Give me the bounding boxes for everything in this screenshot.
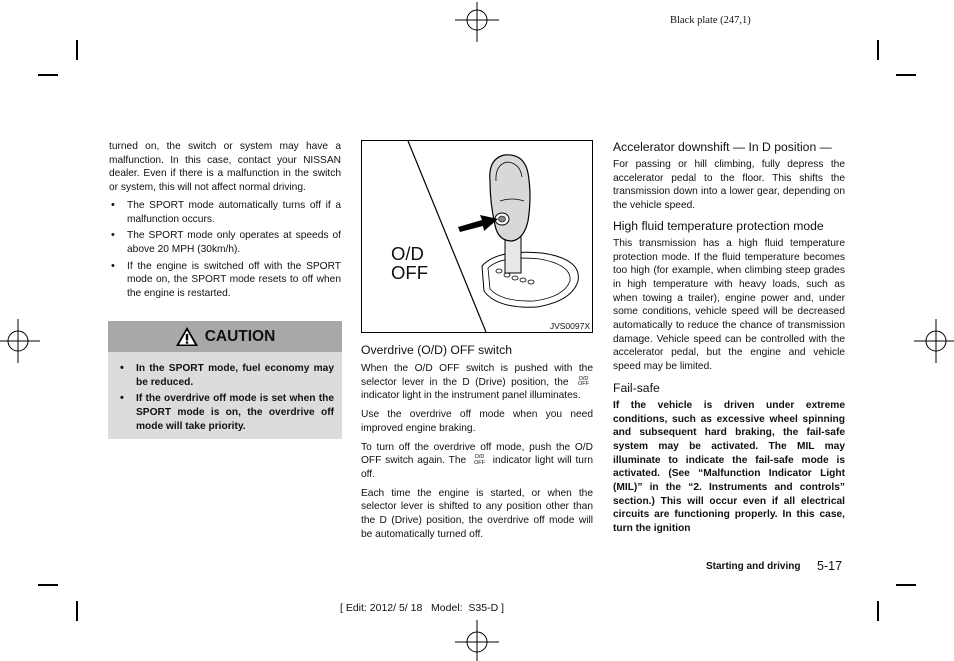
crop-mark (38, 74, 58, 76)
page-number: 5-17 (817, 559, 843, 573)
list-item: • If the overdrive off mode is set when the SPORT mode is on, the overdrive off mode will take priority. (118, 392, 334, 433)
column-1 (109, 140, 341, 304)
intro-paragraph: turned on, the switch or system may have a malfunction. In this case, contact your NISSAN dealer. Even if there is a malfunction in the switch or system, this will not affect normal driving. (109, 141, 341, 194)
figure-label-line: OFF (391, 262, 428, 283)
plate-label: Black plate (247,1) (670, 15, 751, 26)
od-off-paragraph-3 (361, 441, 593, 482)
od-off-heading: Overdrive (O/D) OFF switch (361, 343, 512, 357)
od-off-indicator-icon (470, 455, 489, 466)
fail-safe-heading: Fail-safe (613, 380, 660, 395)
icon-text: OFF (473, 459, 485, 466)
caution-list (118, 362, 334, 434)
sport-mode-bullets (109, 199, 341, 301)
registration-mark-left (0, 316, 40, 366)
od-off-paragraph-1 (361, 362, 593, 403)
od-off-paragraph-2: Use the overdrive off mode when you need improved engine braking. (361, 409, 593, 434)
list-item: • The SPORT mode only operates at speeds of above 20 MPH (30km/h). (109, 229, 341, 256)
list-item: • In the SPORT mode, fuel economy may be reduced. (118, 362, 334, 389)
crop-mark (877, 601, 879, 621)
registration-mark-bottom (452, 620, 502, 661)
crop-mark (896, 584, 916, 586)
section-name: Starting and driving (706, 561, 801, 572)
registration-mark-top (452, 2, 502, 44)
crop-mark (76, 601, 78, 621)
crop-mark (76, 40, 78, 60)
fluid-temperature-heading: High fluid temperature protection mode (613, 218, 824, 233)
list-item: • The SPORT mode automatically turns off if a malfunction occurs. (109, 199, 341, 226)
od-off-switch-figure (361, 140, 593, 333)
crop-mark (896, 74, 916, 76)
column-3 (613, 140, 845, 536)
crop-mark (877, 40, 879, 60)
icon-text: O/D (474, 454, 485, 461)
crop-mark (38, 584, 58, 586)
warning-triangle-icon (175, 326, 199, 347)
fluid-temperature-paragraph: This transmission has a high fluid temperature protection mode. If the fluid temperature becomes too high (for example, when climbing steep grades in high temperature with heavy loads, such as when towing a trailer), engine power and, under some conditions, vehicle speed will be decreased automatically to reduce the chance of transmission damage. Vehicle speed can be controlled with the accelerator pedal, but the engine and vehicle speed may be limited. (613, 237, 845, 373)
figure-label-line: O/D (391, 243, 424, 264)
paragraph-text: When the O/D OFF switch is pushed with the selector lever in the D (Drive) position, the (361, 363, 593, 388)
caution-box (108, 321, 342, 439)
paragraph-text: To turn off the overdrive off mode, push the O/D OFF switch again. The (361, 441, 593, 467)
figure-code: JVS0097X (549, 321, 590, 331)
accelerator-downshift-heading: Accelerator downshift — In D position — (613, 140, 832, 154)
caution-header (108, 321, 342, 352)
icon-text: OFF (577, 381, 589, 388)
list-item: • If the engine is switched off with the SPORT mode on, the SPORT mode resets to off when the engine is restarted. (109, 260, 341, 301)
od-off-paragraph-4: Each time the engine is started, or when the selector lever is shifted to any position other than the D (Drive) position, the overdrive off mode will be automatically turned off. (361, 487, 593, 540)
icon-text: O/D (578, 375, 589, 382)
od-off-indicator-icon (574, 377, 593, 388)
edit-info: [ Edit: 2012/ 5/ 18 Model: S35-D ] (340, 602, 505, 614)
accelerator-downshift-paragraph: For passing or hill climbing, fully depress the accelerator pedal to the floor. This shifts the transmission down into a lower gear, depending on the vehicle speed. (613, 159, 845, 212)
fail-safe-paragraph: If the vehicle is driven under extreme conditions, such as excessive wheel spinning and subsequent hard braking, the fail-safe system may be activated. The MIL may illuminate to indicate the fail-safe mode is activated. (See “Malfunction Indicator Light (MIL)” in the “2. Instruments and controls” section.) This will occur even if all electrical circuits are functioning properly. In this case, turn the ignition (613, 399, 845, 535)
caution-title: CAUTION (204, 327, 276, 345)
paragraph-text: indicator light will turn off. (361, 455, 593, 480)
od-off-figure-label (391, 244, 428, 282)
shift-lever-illustration (362, 141, 592, 332)
paragraph-text: indicator light in the instrument panel illuminates. (361, 390, 581, 402)
registration-mark-right (914, 316, 954, 366)
column-2 (361, 343, 593, 541)
